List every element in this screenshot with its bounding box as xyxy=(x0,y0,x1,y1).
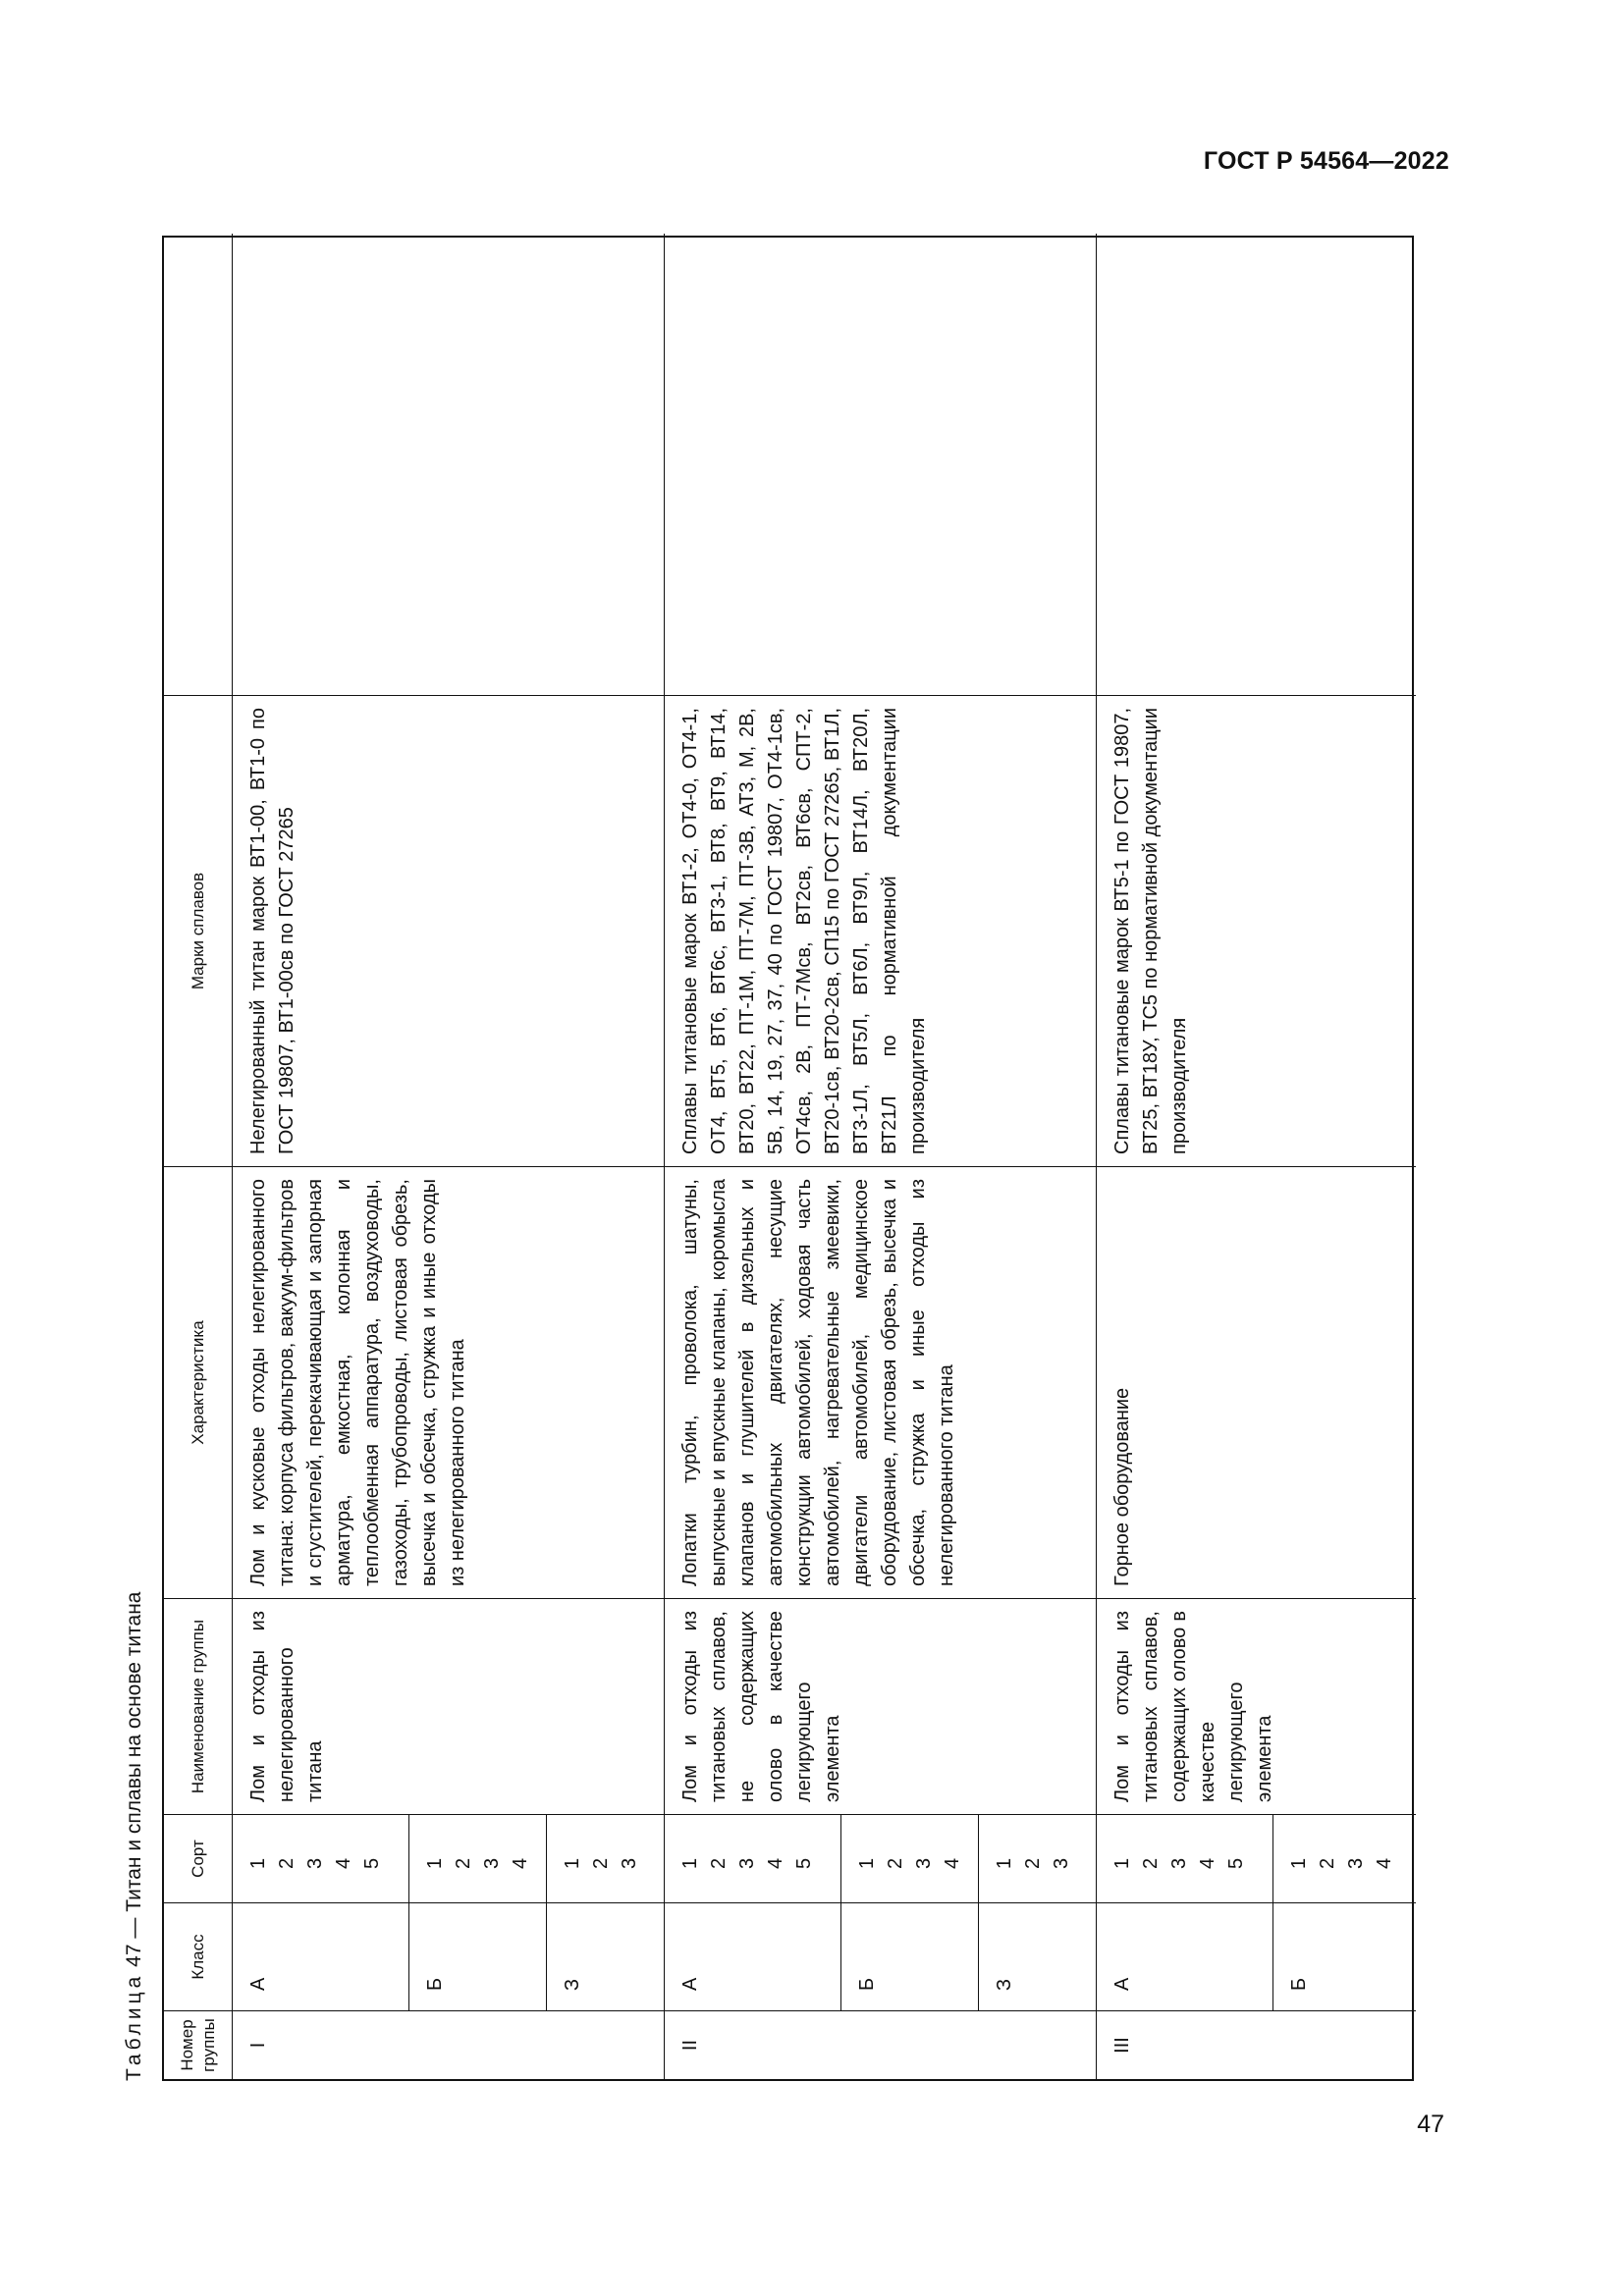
sort-block xyxy=(233,1815,409,1902)
col-header-class: Класс xyxy=(164,1902,233,2010)
sort-number: 1 xyxy=(424,1857,446,1869)
group-alloy-grades: Сплавы титановые марок ВТ5-1 по ГОСТ 19807, ВТ25, ВТ18У, ТС5 по нормативной документации производителя xyxy=(1097,695,1416,1166)
class-label: З xyxy=(562,1978,583,1991)
class-label: Б xyxy=(409,1903,547,2010)
table-caption-label: Таблица xyxy=(123,1972,145,2081)
sort-number: 2 xyxy=(453,1857,474,1869)
sort-number: 5 xyxy=(361,1857,383,1869)
sort-cell xyxy=(665,1814,1097,1902)
sort-number: 1 xyxy=(562,1857,583,1869)
sort-number: 3 xyxy=(913,1857,935,1869)
sort-number: 4 xyxy=(1374,1857,1395,1869)
sort-number: 5 xyxy=(793,1857,815,1869)
class-label: Б xyxy=(1288,1977,1310,1991)
sort-number: 2 xyxy=(1140,1857,1162,1869)
col-header-characteristic: Характеристика xyxy=(164,1166,233,1598)
sort-number: 3 xyxy=(1168,1857,1190,1869)
sort-number: 2 xyxy=(276,1857,298,1869)
class-cell xyxy=(1097,1902,1416,2010)
group-characteristic: Горное оборудование xyxy=(1097,1166,1416,1598)
page-number: 47 xyxy=(1417,2110,1444,2138)
sort-number: 4 xyxy=(333,1857,354,1869)
titanium-table xyxy=(162,236,1414,2081)
sort-number: 3 xyxy=(736,1857,758,1869)
document-header: ГОСТ Р 54564—2022 xyxy=(1203,147,1449,175)
sort-number: 1 xyxy=(994,1857,1015,1869)
sort-number: 3 xyxy=(304,1857,326,1869)
sort-number: 3 xyxy=(1051,1857,1072,1869)
sort-number: 4 xyxy=(942,1857,963,1869)
sort-block xyxy=(841,1815,979,1902)
col-header-sort: Сорт xyxy=(164,1814,233,1902)
group-name: Лом и отходы из титановых сплавов, содержащих олово в качестве легирующего элемента xyxy=(1097,1598,1416,1814)
blank-cell xyxy=(665,234,1097,695)
sort-cell xyxy=(233,1814,665,1902)
sort-block xyxy=(979,1815,1095,1902)
sort-number: 3 xyxy=(1345,1857,1367,1869)
class-cell xyxy=(665,1902,1097,2010)
blank-cell xyxy=(1097,234,1416,695)
group-characteristic: Лом и кусковые отходы нелегированного титана: корпуса фильтров, вакуум-фильтров и сгустителей, перекачивающая и запорная арматура, емкостная, колонная и теплообменная аппаратура, воздуховоды, газоходы, трубопроводы, листовая обрезь, высечка и обсечка, стружка и иные отходы из нелегированного титана xyxy=(233,1166,665,1598)
blank-cell xyxy=(233,234,665,695)
sort-number: 3 xyxy=(481,1857,503,1869)
class-label: А xyxy=(665,1903,841,2010)
group-characteristic: Лопатки турбин, проволока, шатуны, выпускные и впускные клапаны, коромысла клапанов и глушителей в дизельных и автомобильных двигателях, несущие конструкции автомобилей, ходовая часть автомобилей, нагревательные змеевики, двигатели автомобилей, медицинское оборудование, листовая обрезь, высечка и обсечка, стружка и иные отходы из нелегированного титана xyxy=(665,1166,1097,1598)
sort-number: 1 xyxy=(1111,1857,1133,1869)
sort-number: 4 xyxy=(765,1857,786,1869)
sort-number: 4 xyxy=(510,1857,531,1869)
col-header-alloy-grades: Марки сплавов xyxy=(164,695,233,1166)
rotated-table-block xyxy=(113,216,1419,2081)
sort-number: 2 xyxy=(590,1857,612,1869)
group-alloy-grades: Сплавы титановые марок ВТ1-2, ОТ4-0, ОТ4-1, ОТ4, ВТ5, ВТ6, ВТ6с, ВТ3-1, ВТ8, ВТ9, ВТ14, ВТ20, ВТ22, ПТ-1М, ПТ-7М, ПТ-3В, АТ3, М, 2В, 5В, 14, 19, 27, 37, 40 по ГОСТ 19807, ОТ4-1св, ОТ4св, 2В, ПТ-7Мсв, ВТ2св, ВТ6св, СПТ-2, ВТ20-1св, ВТ20-2св, СП15 по ГОСТ 27265, ВТ1Л, ВТ3-1Л, ВТ5Л, ВТ6Л, ВТ9Л, ВТ14Л, ВТ20Л, ВТ21Л по нормативной документации производителя xyxy=(665,695,1097,1166)
class-label: З xyxy=(994,1978,1015,1991)
group-number: I xyxy=(233,2010,665,2079)
sort-number: 3 xyxy=(619,1857,640,1869)
sort-cell xyxy=(1097,1814,1416,1902)
sort-block xyxy=(665,1815,841,1902)
sort-number: 1 xyxy=(1288,1857,1310,1869)
table-caption xyxy=(113,1592,156,2081)
class-label: А xyxy=(1097,1903,1273,2010)
sort-block xyxy=(1097,1815,1273,1902)
sort-number: 5 xyxy=(1225,1857,1247,1869)
group-name: Лом и отходы из нелегированного титана xyxy=(233,1598,665,1814)
class-label: А xyxy=(233,1903,409,2010)
col-header-blank xyxy=(164,234,233,695)
sort-number: 2 xyxy=(1022,1857,1044,1869)
sort-number: 1 xyxy=(679,1857,701,1869)
group-number: III xyxy=(1097,2010,1416,2079)
sort-block xyxy=(1273,1815,1411,1902)
sort-block xyxy=(547,1815,663,1902)
sort-number: 2 xyxy=(708,1857,730,1869)
table-caption-title: 47 — Титан и сплавы на основе титана xyxy=(123,1591,145,1967)
class-label: Б xyxy=(841,1903,979,2010)
sort-number: 2 xyxy=(1317,1857,1338,1869)
col-header-group-name: Наименование группы xyxy=(164,1598,233,1814)
group-name: Лом и отходы из титановых сплавов, не содержащих олово в качестве легирующего элемента xyxy=(665,1598,1097,1814)
sort-number: 1 xyxy=(856,1857,878,1869)
sort-number: 2 xyxy=(885,1857,906,1869)
class-cell xyxy=(233,1902,665,2010)
group-alloy-grades: Нелегированный титан марок ВТ1-00, ВТ1-0 по ГОСТ 19807, ВТ1-00св по ГОСТ 27265 xyxy=(233,695,665,1166)
sort-number: 1 xyxy=(247,1857,269,1869)
col-header-group-number: Номер группы xyxy=(164,2010,233,2079)
sort-number: 4 xyxy=(1197,1857,1218,1869)
sort-block xyxy=(409,1815,547,1902)
group-number: II xyxy=(665,2010,1097,2079)
